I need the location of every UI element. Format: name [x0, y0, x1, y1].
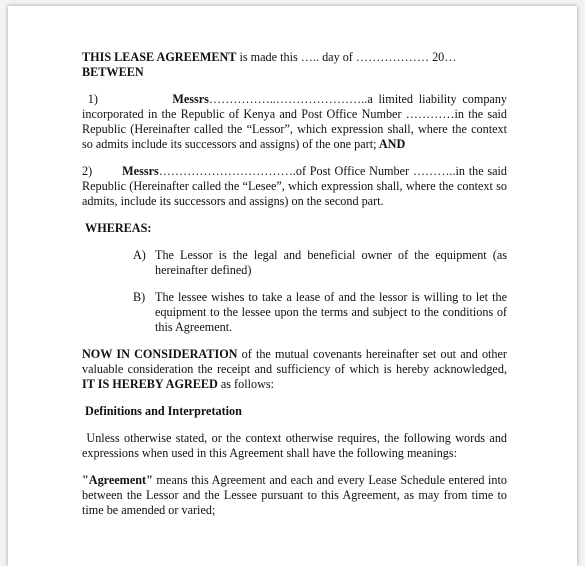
recital-a-text: The Lessor is the legal and beneficial owner of the equipment (as hereinafter defined): [155, 248, 507, 277]
title-bold: THIS LEASE AGREEMENT: [82, 50, 237, 64]
recital-a-label: A): [133, 248, 146, 262]
recital-b: [133, 290, 507, 335]
party-1-messrs: Messrs: [172, 92, 209, 106]
document-body: [82, 50, 507, 518]
between-label: BETWEEN: [82, 65, 144, 79]
party-2-number: 2): [82, 164, 93, 178]
consideration-paragraph: [82, 347, 507, 392]
recital-a: [133, 248, 507, 278]
agreement-definition: [82, 473, 507, 518]
definitions-intro: [82, 431, 507, 461]
definitions-intro-text: Unless otherwise stated, or the context otherwise requires, the following words and expressions when used in this Agreement shall have the following meanings:: [82, 431, 508, 460]
party-2-messrs: Messrs: [122, 164, 159, 178]
agreement-definition-text: means this Agreement and each and every Lease Schedule entered into between the Lessor and the Lessee pursuant to this Agreement, as may from time to time be amended or varied;: [82, 473, 507, 517]
agreed-rest: as follows:: [217, 377, 275, 391]
party-2-text: …………………………….of Post Office Number ………..in the said Republic (Hereinafter called the “Lesee”, which expression shall, where the context so admits, include its successors and assigns) on the second part.: [82, 164, 508, 208]
recital-b-text: The lessee wishes to take a lease of and the lessor is willing to let the equipment to the lessee upon the terms and subject to the conditions of this Agreement.: [155, 290, 507, 334]
agreement-term: "Agreement": [82, 473, 153, 487]
definitions-heading-text: Definitions and Interpretation: [85, 404, 242, 418]
whereas-heading: [82, 221, 507, 236]
party-1-text: ……………..…………………..a limited liability company incorporated in the Republic of Kenya and Post Office Number …………in the said Republic (Hereinafter called the “Lessor”, which expression shall, where the context so admits include its successors and assigns) of the one part;: [82, 92, 508, 151]
document-page: [8, 6, 577, 566]
title-rest: is made this ….. day of ……………… 20…: [236, 50, 457, 64]
consideration-text: of the mutual covenants hereinafter set out and other valuable consideration the receipt and sufficiency of which is hereby acknowledged,: [82, 347, 507, 376]
title-line: [82, 50, 507, 65]
consideration-lead: NOW IN CONSIDERATION: [82, 347, 238, 361]
whereas-label: WHEREAS:: [85, 221, 152, 235]
party-2: [82, 164, 507, 209]
recital-b-label: B): [133, 290, 146, 304]
party-1: [82, 92, 507, 152]
definitions-heading: [82, 404, 507, 419]
hereby-agreed: IT IS HEREBY AGREED: [82, 377, 218, 391]
party-1-and: AND: [376, 137, 406, 151]
party-1-number: 1): [87, 92, 98, 106]
